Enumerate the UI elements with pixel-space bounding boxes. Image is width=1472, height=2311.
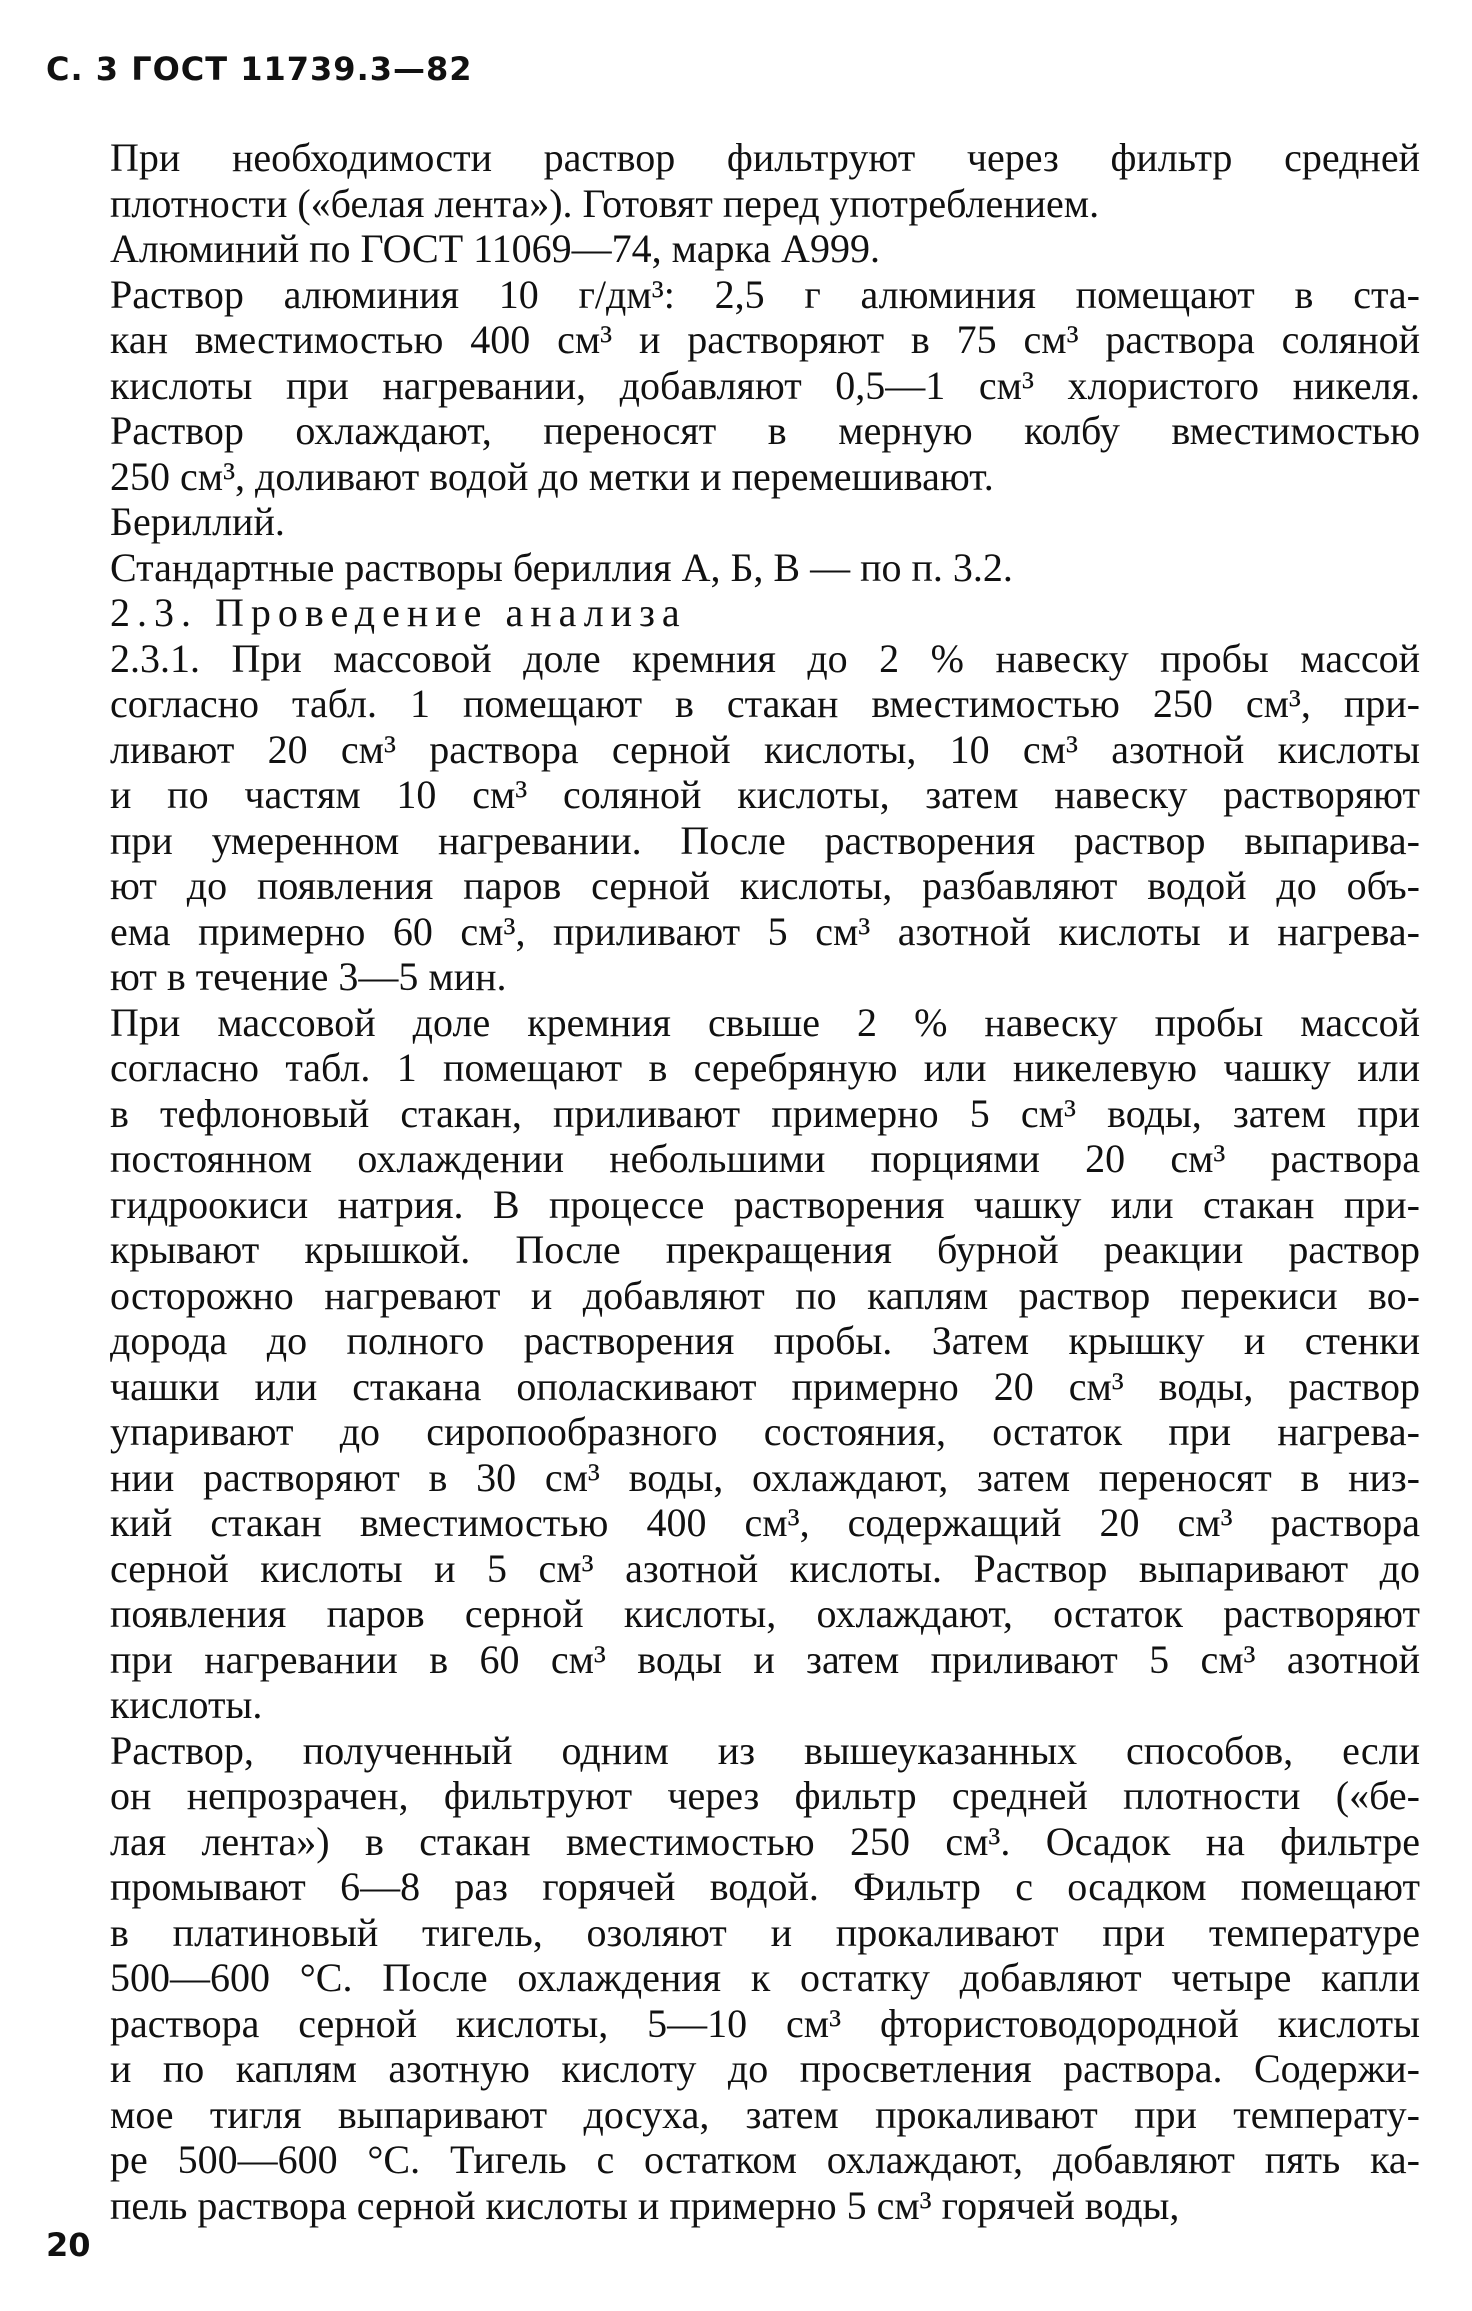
paragraph — [110, 226, 1420, 272]
text-line: осторожно нагревают и добавляют по каплям раствор перекиси во- — [110, 1272, 1420, 1318]
body-text — [110, 135, 1420, 2228]
text-line: кислоты при нагревании, добавляют 0,5—1 см³ хлористого никеля. — [110, 362, 1420, 408]
text-line: промывают 6—8 раз горячей водой. Фильтр с осадком помещают — [110, 1864, 1420, 1909]
text-line: ют в течение 3—5 мин. — [110, 954, 507, 999]
text-line: кан вместимостью 400 см³ и растворяют в 75 см³ раствора соляной — [110, 317, 1420, 362]
text-line: пель раствора серной кислоты и примерно 5 см³ горячей воды, — [110, 2182, 1180, 2228]
text-line: лая лента») в стакан вместимостью 250 см³. Осадок на фильтре — [110, 1818, 1420, 1864]
text-line: Стандартные растворы бериллия А, Б, В — по п. 3.2. — [110, 544, 1013, 590]
text-line: чашки или стакана ополаскивают примерно 20 см³ воды, раствор — [110, 1363, 1420, 1409]
text-line: Раствор, полученный одним из вышеуказанных способов, если — [110, 1727, 1420, 1773]
text-line: При массовой доле кремния свыше 2 % навеску пробы массой — [110, 999, 1420, 1045]
text-line: плотности («белая лента»). Готовят перед употреблением. — [110, 180, 1100, 226]
text-line: согласно табл. 1 помещают в стакан вместимостью 250 см³, при- — [110, 681, 1420, 726]
text-line: 2.3.1. При массовой доле кремния до 2 % навеску пробы массой — [110, 635, 1420, 681]
text-line: ема примерно 60 см³, приливают 5 см³ азотной кислоты и нагрева- — [110, 908, 1420, 954]
paragraph — [110, 499, 1420, 545]
text-line: ливают 20 см³ раствора серной кислоты, 10 см³ азотной кислоты — [110, 726, 1420, 772]
text-line: Раствор алюминия 10 г/дм³: 2,5 г алюминия помещают в ста- — [110, 271, 1420, 317]
paragraph — [110, 1728, 1420, 2229]
paragraph — [110, 545, 1420, 591]
text-line: 2.3. Проведение анализа — [110, 590, 687, 635]
page-number: 20 — [46, 2226, 91, 2264]
text-line: гидроокиси натрия. В процессе растворения чашку или стакан при- — [110, 1181, 1420, 1227]
text-line: кий стакан вместимостью 400 см³, содержащий 20 см³ раствора — [110, 1500, 1420, 1545]
text-line: ют до появления паров серной кислоты, разбавляют водой до объ- — [110, 863, 1420, 908]
text-line: дорода до полного растворения пробы. Затем крышку и стенки — [110, 1318, 1420, 1363]
page-header: С. 3 ГОСТ 11739.3—82 — [46, 50, 473, 88]
text-line: ре 500—600 °С. Тигель с остатком охлаждают, добавляют пять ка- — [110, 2137, 1420, 2182]
paragraph — [110, 1000, 1420, 1728]
text-line: При необходимости раствор фильтруют через фильтр средней — [110, 135, 1420, 180]
text-line: в тефлоновый стакан, приливают примерно 5 см³ воды, затем при — [110, 1090, 1420, 1136]
text-line: появления паров серной кислоты, охлаждают, остаток растворяют — [110, 1591, 1420, 1636]
text-line: нии растворяют в 30 см³ воды, охлаждают, затем переносят в низ- — [110, 1454, 1420, 1500]
section-heading — [110, 590, 1420, 636]
text-line: кислоты. — [110, 1682, 263, 1727]
text-line: Бериллий. — [110, 499, 285, 544]
paragraph — [110, 135, 1420, 226]
text-line: 500—600 °С. После охлаждения к остатку добавляют четыре капли — [110, 1955, 1420, 2000]
text-line: и по каплям азотную кислоту до просветления раствора. Содержи- — [110, 2046, 1420, 2091]
text-line: 250 см³, доливают водой до метки и перемешивают. — [110, 453, 994, 499]
text-line: Алюминий по ГОСТ 11069—74, марка А999. — [110, 226, 880, 271]
text-line: упаривают до сиропообразного состояния, остаток при нагрева- — [110, 1409, 1420, 1454]
text-line: в платиновый тигель, озоляют и прокаливают при температуре — [110, 1909, 1420, 1955]
text-line: при умеренном нагревании. После растворения раствор выпарива- — [110, 817, 1420, 863]
text-line: он непрозрачен, фильтруют через фильтр средней плотности («бе- — [110, 1773, 1420, 1818]
text-line: постоянном охлаждении небольшими порциями 20 см³ раствора — [110, 1136, 1420, 1181]
paragraph — [110, 636, 1420, 1000]
text-line: Раствор охлаждают, переносят в мерную колбу вместимостью — [110, 408, 1420, 453]
text-line: серной кислоты и 5 см³ азотной кислоты. Раствор выпаривают до — [110, 1545, 1420, 1591]
text-line: согласно табл. 1 помещают в серебряную или никелевую чашку или — [110, 1045, 1420, 1090]
paragraph — [110, 272, 1420, 500]
text-line: и по частям 10 см³ соляной кислоты, затем навеску растворяют — [110, 772, 1420, 817]
text-line: раствора серной кислоты, 5—10 см³ фтористоводородной кислоты — [110, 2000, 1420, 2046]
text-line: мое тигля выпаривают досуха, затем прокаливают при температу- — [110, 2091, 1420, 2137]
text-line: при нагревании в 60 см³ воды и затем приливают 5 см³ азотной — [110, 1636, 1420, 1682]
text-line: крывают крышкой. После прекращения бурной реакции раствор — [110, 1227, 1420, 1272]
